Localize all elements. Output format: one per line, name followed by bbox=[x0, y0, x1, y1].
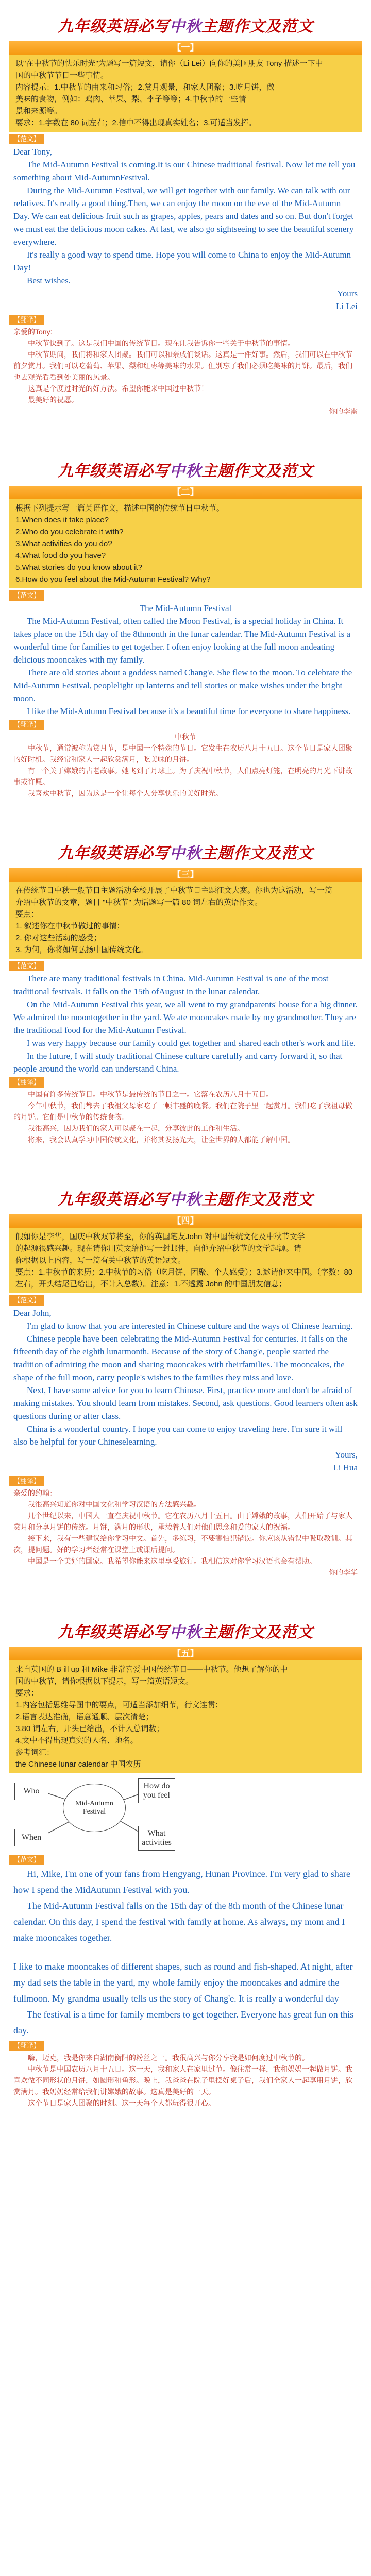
translation-paragraph: 亲爱的Tony: bbox=[13, 328, 53, 336]
prompt-line: 美味的食物，例如：鸡肉、苹果、梨、李子等等；4.中秋节的一些情 bbox=[15, 95, 246, 104]
mind-map bbox=[9, 1775, 362, 1853]
prompt-line: 国的中秋节节日一些事情。 bbox=[15, 71, 109, 80]
section-spacer bbox=[0, 799, 371, 827]
prompt-line: 要点： bbox=[15, 910, 39, 919]
section-spacer bbox=[0, 1578, 371, 1606]
prompt-line: 2. 你对这些活动的感受； bbox=[15, 934, 102, 942]
translation-paragraph: 你的李华 bbox=[329, 1568, 358, 1577]
chinese-translation bbox=[9, 1089, 362, 1145]
title-prefix: 九年级英语必写 bbox=[58, 1191, 170, 1209]
prompt-line: 内容提示：1.中秋节的由来和习俗；2.赏月观景，和家人团聚；3.吃月饼，做 bbox=[15, 83, 275, 92]
essay-label: 【范文】 bbox=[9, 590, 44, 601]
essay-paragraph: Yours bbox=[337, 289, 358, 298]
section-spacer bbox=[0, 2109, 371, 2137]
prompt-line: 要点：1.中秋节的来历；2.中秋节的习俗（吃月饼、团聚、个人感受）；3.邀请他来中国。（字数：80 左右，开头结尾已给出，不计入总数）。注意：1.不透露 John 的中国朋友信息； bbox=[15, 1268, 353, 1289]
translation-label: 【翻译】 bbox=[9, 1476, 44, 1486]
translation-paragraph: 有一个关于嫦娥的古老故事。她飞到了月球上。为了庆祝中秋节，人们点亮灯笼，在明亮的月光下讲故事或许愿。 bbox=[13, 767, 352, 786]
translation-paragraph: 中秋节 bbox=[175, 733, 196, 741]
translation-paragraph: 你的李雷 bbox=[329, 407, 358, 415]
mind-map-center: Mid-Autumn Festival bbox=[63, 1784, 126, 1832]
prompt-line: 以"在中秋节的快乐时光"为题写一篇短文，请你（Li Lei）向你的美国朋友 Tony 描述一下中 bbox=[15, 59, 323, 68]
prompt-line: 国的中秋节，请你根据以下提示，写一篇英语短文。 bbox=[15, 1677, 194, 1686]
title-prefix: 九年级英语必写 bbox=[58, 844, 170, 862]
translation-paragraph: 中秋节快到了。这是我们中国的传统节日。现在让我告诉你一些关于中秋节的事情。 bbox=[28, 339, 295, 347]
chinese-translation bbox=[9, 1487, 362, 1578]
section-title bbox=[0, 827, 371, 865]
essay-paragraph: It's really a good way to spend time. Hope you will come to China to enjoy the Mid-Autumn Day! bbox=[13, 250, 351, 273]
prompt-line: 1.内容包括思维导图中的要点，可适当添加细节，行文连贯； bbox=[15, 1701, 223, 1709]
essay-paragraph: Dear Tony, bbox=[13, 147, 52, 157]
section-title bbox=[0, 0, 371, 38]
essay-paragraph: The Mid-Autumn Festival, often called the Moon Festival, is a special holiday in China. It takes place on the 15th day of the 8thmonth in the lunar calendar. The Mid-Autumn Festival is a wonderful time for families to get together. I often enjoy looking at the full moon andeating delicious mooncakes with my family. bbox=[13, 616, 351, 665]
essay-paragraph: Yours, bbox=[334, 1450, 358, 1460]
translation-paragraph: 接下来，我有一些建议给你学习中文。首先，多练习，不要害怕犯错误。你应该从错误中吸取教训。其次，提问题。好的学习者经常在课堂上或课后提问。 bbox=[13, 1534, 352, 1554]
essay-paragraph: There are many traditional festivals in China. Mid-Autumn Festival is one of the most traditional festivals. It falls on the 15th ofAugust in the lunar calendar. bbox=[13, 974, 329, 996]
essay-section bbox=[0, 445, 371, 827]
translation-paragraph: 我很高兴知道你对中国文化和学习汉语的方法感兴趣。 bbox=[28, 1500, 201, 1509]
title-suffix: 主题作文及范文 bbox=[201, 1623, 313, 1641]
title-highlight: 中秋 bbox=[170, 1623, 201, 1641]
section-spacer bbox=[0, 1145, 371, 1173]
prompt-line: 根据下列提示写一篇英语作文，描述中国的传统节日中秋节。 bbox=[15, 504, 225, 513]
translation-paragraph: 我很高兴，因为我们的家人可以聚在一起，分享彼此的工作和生活。 bbox=[28, 1124, 244, 1132]
essay-paragraph: China is a wonderful country. I hope you can come to enjoy traveling here. I'm sure it will also be helpful for your Chineselearning. bbox=[13, 1424, 343, 1447]
essay-label: 【范文】 bbox=[9, 1855, 44, 1865]
title-highlight: 中秋 bbox=[170, 18, 201, 36]
model-essay bbox=[9, 602, 362, 718]
mind-map-when: When bbox=[14, 1829, 48, 1846]
prompt-line: 4.文中不得出现真实的人名、地名。 bbox=[15, 1736, 138, 1745]
mind-map-feel: How do you feel bbox=[138, 1778, 175, 1803]
title-suffix: 主题作文及范文 bbox=[201, 462, 313, 480]
translation-paragraph: 嗨，迈克，我是你来自湖南衡阳的粉丝之一。我很高兴与你分享我是如何度过中秋节的。 bbox=[28, 2054, 309, 2062]
section-number-bar: 【四】 bbox=[9, 1214, 362, 1228]
prompt-line: 要求： bbox=[15, 1689, 39, 1698]
essay-paragraph: I like to make mooncakes of different shapes, such as round and fish-shaped. At night, after my dad sets the table in the yard, my whole family enjoy the mooncakes and admire the fullmoon. My grandma usually tells us the story of Chang'e. It is really a wonderful day bbox=[13, 1961, 353, 2004]
translation-paragraph: 我喜欢中秋节，因为这是一个让每个人分享快乐的美好时光。 bbox=[28, 789, 223, 798]
translation-paragraph: 中秋节是中国农历八月十五日。这一天，我和家人在家里过节。像往常一样，我和妈妈一起做月饼。我喜欢做不同形状的月饼，如圆形和鱼形。晚上，我爸爸在院子里摆好桌子后，我们全家人一起享用月饼，欣赏满月。我奶奶经常给我们讲嫦娥的故事。这真是美好的一天。 bbox=[13, 2065, 352, 2096]
prompt-line: 1.When does it take place? bbox=[15, 516, 109, 524]
essay-paragraph: The Mid-Autumn Festival bbox=[139, 603, 232, 613]
translation-paragraph: 中国是一个美好的国家。我希望你能来这里享受旅行。我相信这对你学习汉语也会有帮助。 bbox=[28, 1557, 316, 1565]
model-essay bbox=[9, 1307, 362, 1474]
translation-paragraph: 几个世纪以来，中国人一直在庆祝中秋节。它在农历八月十五日。由于嫦娥的故事，人们开始了与家人赏月和分享月饼的传统。月饼，满月的形状，承载着人们对他们思念和爱的家人的祝福。 bbox=[13, 1512, 352, 1531]
translation-paragraph: 中秋节，通常被称为赏月节，是中国一个特殊的节日。它发生在农历八月十五日。这个节日是家人团聚的好时机。我经常和家人一起欣赏满月，吃美味的月饼。 bbox=[13, 744, 352, 764]
translation-paragraph: 这个节日是家人团聚的时刻。这一天每个人都玩得很开心。 bbox=[28, 2099, 215, 2107]
translation-paragraph: 这真是个度过时光的好方法。希望你能来中国过中秋节！ bbox=[28, 384, 208, 393]
section-title bbox=[0, 445, 371, 483]
translation-label: 【翻译】 bbox=[9, 720, 44, 730]
essay-section bbox=[0, 1173, 371, 1606]
prompt-line: 3. 为何，你将如何弘扬中国传统文化。 bbox=[15, 945, 148, 954]
essay-paragraph: Li Lei bbox=[335, 301, 358, 311]
prompt-line: the Chinese lunar calendar 中国农历 bbox=[15, 1760, 141, 1769]
mind-map-activities: What activities bbox=[138, 1826, 175, 1851]
essay-paragraph: I'm glad to know that you are interested in Chinese culture and the ways of Chinese learning. bbox=[27, 1321, 353, 1331]
translation-paragraph: 最美好的祝愿。 bbox=[28, 396, 78, 404]
essay-paragraph: Chinese people have been celebrating the Mid-Autumn Festival for centuries. It falls on the fifteenth day of the eighth lunarmonth. Because of the story of Chang'e, people started the tradition of admiring the moon and sharing mooncakes with theirfamilies. The mooncakes, the shape of the full moon, carry people's wishes to the families they miss and love. bbox=[13, 1334, 348, 1382]
section-spacer bbox=[0, 417, 371, 445]
prompt-line: 参考词汇： bbox=[15, 1748, 55, 1757]
title-highlight: 中秋 bbox=[170, 1191, 201, 1209]
translation-label: 【翻译】 bbox=[9, 315, 44, 325]
prompt-line: 你根据以上内容，写一篇有关中秋节的英语短文。 bbox=[15, 1256, 186, 1265]
prompt-line: 2.语言表达准确，语意通顺、层次清楚； bbox=[15, 1713, 154, 1721]
translation-label: 【翻译】 bbox=[9, 1077, 44, 1088]
essay-paragraph: Dear John, bbox=[13, 1308, 52, 1318]
title-prefix: 九年级英语必写 bbox=[58, 18, 170, 36]
chinese-translation bbox=[9, 326, 362, 417]
title-highlight: 中秋 bbox=[170, 844, 201, 862]
model-essay bbox=[9, 1866, 362, 2039]
prompt-line: 2.Who do you celebrate it with? bbox=[15, 528, 124, 536]
section-number-bar: 【五】 bbox=[9, 1647, 362, 1660]
writing-prompt bbox=[9, 882, 362, 959]
prompt-line: 在传统节日中秋一般节日主题活动全校开展了中秋节日主题征文大赛。你也为这活动，写一篇 bbox=[15, 886, 333, 895]
section-title bbox=[0, 1173, 371, 1211]
translation-paragraph: 中秋节期间，我们将和家人团聚。我们可以和亲戚们谈话。这真是一件好事。然后，我们可以在中秋节前夕赏月。我们可以吃葡萄、苹果、梨和红枣等美味的水果。但别忘了我们必须吃美味的月饼。最后，我们也去观光看看到处美丽的风景。 bbox=[13, 350, 352, 381]
essay-section bbox=[0, 827, 371, 1173]
prompt-line: 1. 叙述你在中秋节做过的事情； bbox=[15, 922, 125, 930]
title-suffix: 主题作文及范文 bbox=[201, 844, 313, 862]
essay-paragraph: Li Hua bbox=[333, 1463, 358, 1472]
prompt-line: 3.80 词左右，开头已给出，不计入总词数； bbox=[15, 1724, 164, 1733]
prompt-line: 假如你是李华，国庆中秋双节将至，你的英国笔友John 对中国传统文化及中秋节文学 bbox=[15, 1232, 305, 1241]
essay-paragraph: In the future, I will study traditional Chinese culture carefully and carry forward it, so that people around the world can understand China. bbox=[13, 1051, 343, 1074]
essay-paragraph: The festival is a time for family members to get together. Everyone has great fun on this day. bbox=[13, 2009, 354, 2036]
essay-paragraph: During the Mid-Autumn Festival, we will get together with our family. We can talk with our relatives. It's really a good thing.Then, we can enjoy the moon on the eve of the Mid-Autumn Day. We can eat delicious fruit such as grapes, apples, pears and dates and so on. But don't forget we must eat the delicious moon cakes. At last, we also go sightseeing to see the beautiful scenery everywhere. bbox=[13, 185, 354, 247]
essay-label: 【范文】 bbox=[9, 134, 44, 144]
essay-paragraph: On the Mid-Autumn Festival this year, we all went to my grandparents' house for a big dinner. We admired the moontogether in the yard. We ate mooncakes made by my grandmother. They are the traditional food for the Mid-Autumn Festival. bbox=[13, 999, 358, 1035]
prompt-line: 要求：1.字数在 80 词左右；2.信中不得出现真实姓名；3.可适当发挥。 bbox=[15, 118, 257, 127]
prompt-line: 的起源很感兴趣。现在请你用英文给他写一封邮件，向他介绍中秋节的文学起源。请 bbox=[15, 1244, 302, 1253]
writing-prompt bbox=[9, 1660, 362, 1773]
prompt-line: 景和来源等。 bbox=[15, 107, 62, 115]
title-prefix: 九年级英语必写 bbox=[58, 1623, 170, 1641]
section-number-bar: 【三】 bbox=[9, 868, 362, 882]
mind-map-who: Who bbox=[14, 1783, 48, 1800]
essay-paragraph: The Mid-Autumn Festival is coming.It is our Chinese traditional festival. Now let me tell you something about Mid-AutumnFestival. bbox=[13, 160, 356, 182]
essay-section bbox=[0, 1606, 371, 2137]
essay-label: 【范文】 bbox=[9, 1295, 44, 1306]
essay-paragraph: There are old stories about a goddess named Chang'e. She flew to the moon. To celebrate the Mid-Autumn Festival, peoplelight up lanterns and tell stories or make wishes under the bright moon. bbox=[13, 668, 352, 703]
translation-paragraph: 中国有许多传统节日。中秋节是最传统的节日之一。它落在农历八月十五日。 bbox=[28, 1090, 273, 1098]
title-prefix: 九年级英语必写 bbox=[58, 462, 170, 480]
writing-prompt bbox=[9, 55, 362, 132]
model-essay bbox=[9, 972, 362, 1075]
prompt-line: 4.What food do you have? bbox=[15, 551, 106, 560]
essay-paragraph: The Mid-Autumn Festival falls on the 15th day of the 8th month of the Chinese lunar calendar. On this day, I spend the festival with family at home. As always, my mom and I make mooncakes together. bbox=[13, 1901, 345, 1943]
section-number-bar: 【二】 bbox=[9, 486, 362, 499]
prompt-line: 5.What stories do you know about it? bbox=[15, 563, 142, 572]
title-suffix: 主题作文及范文 bbox=[201, 1191, 313, 1209]
section-number-bar: 【一】 bbox=[9, 41, 362, 55]
title-suffix: 主题作文及范文 bbox=[201, 18, 313, 36]
essay-paragraph: I like the Mid-Autumn Festival because it's a beautiful time for everyone to share happiness. bbox=[27, 706, 351, 716]
prompt-line: 6.How do you feel about the Mid-Autumn Festival? Why? bbox=[15, 575, 211, 584]
essay-paragraph bbox=[13, 1946, 358, 1959]
translation-paragraph: 将来，我会认真学习中国传统文化，并将其发扬光大，让全世界的人都能了解中国。 bbox=[28, 1136, 295, 1144]
writing-prompt bbox=[9, 499, 362, 588]
title-highlight: 中秋 bbox=[170, 462, 201, 480]
essay-section bbox=[0, 0, 371, 445]
writing-prompt bbox=[9, 1228, 362, 1293]
model-essay bbox=[9, 145, 362, 313]
prompt-line: 3.What activities do you do? bbox=[15, 539, 112, 548]
essay-paragraph: Hi, Mike, I'm one of your fans from Hengyang, Hunan Province. I'm very glad to share how I spend the MidAutumn Festival with you. bbox=[13, 1869, 350, 1895]
translation-paragraph: 今年中秋节，我们都去了我祖父母家吃了一顿丰盛的晚餐。我们在院子里一起赏月。我们吃了我祖母做的月饼。它们是中秋节的传统食物。 bbox=[13, 1101, 352, 1121]
prompt-line: 介绍中秋节的文章，题目 "中秋节" 为话题写一篇 80 词左右的英语作文。 bbox=[15, 898, 263, 907]
translation-label: 【翻译】 bbox=[9, 2041, 44, 2051]
essay-label: 【范文】 bbox=[9, 961, 44, 971]
chinese-translation bbox=[9, 731, 362, 799]
essay-paragraph: I was very happy because our family could get together and shared each other's work and life. bbox=[27, 1038, 356, 1048]
section-title bbox=[0, 1606, 371, 1644]
essay-paragraph: Next, I have some advice for you to learn Chinese. First, practice more and don't be afraid of making mistakes. You should learn from mistakes. Second, ask questions. Good learners often ask questions during or after class. bbox=[13, 1385, 358, 1421]
essay-paragraph: Best wishes. bbox=[27, 276, 71, 285]
translation-paragraph: 亲爱的约翰： bbox=[13, 1489, 57, 1497]
prompt-line: 来自英国的 B ill up 和 Mike 非常喜爱中国传统节日——中秋节。他想了解你的中 bbox=[15, 1665, 288, 1674]
chinese-translation bbox=[9, 2052, 362, 2109]
